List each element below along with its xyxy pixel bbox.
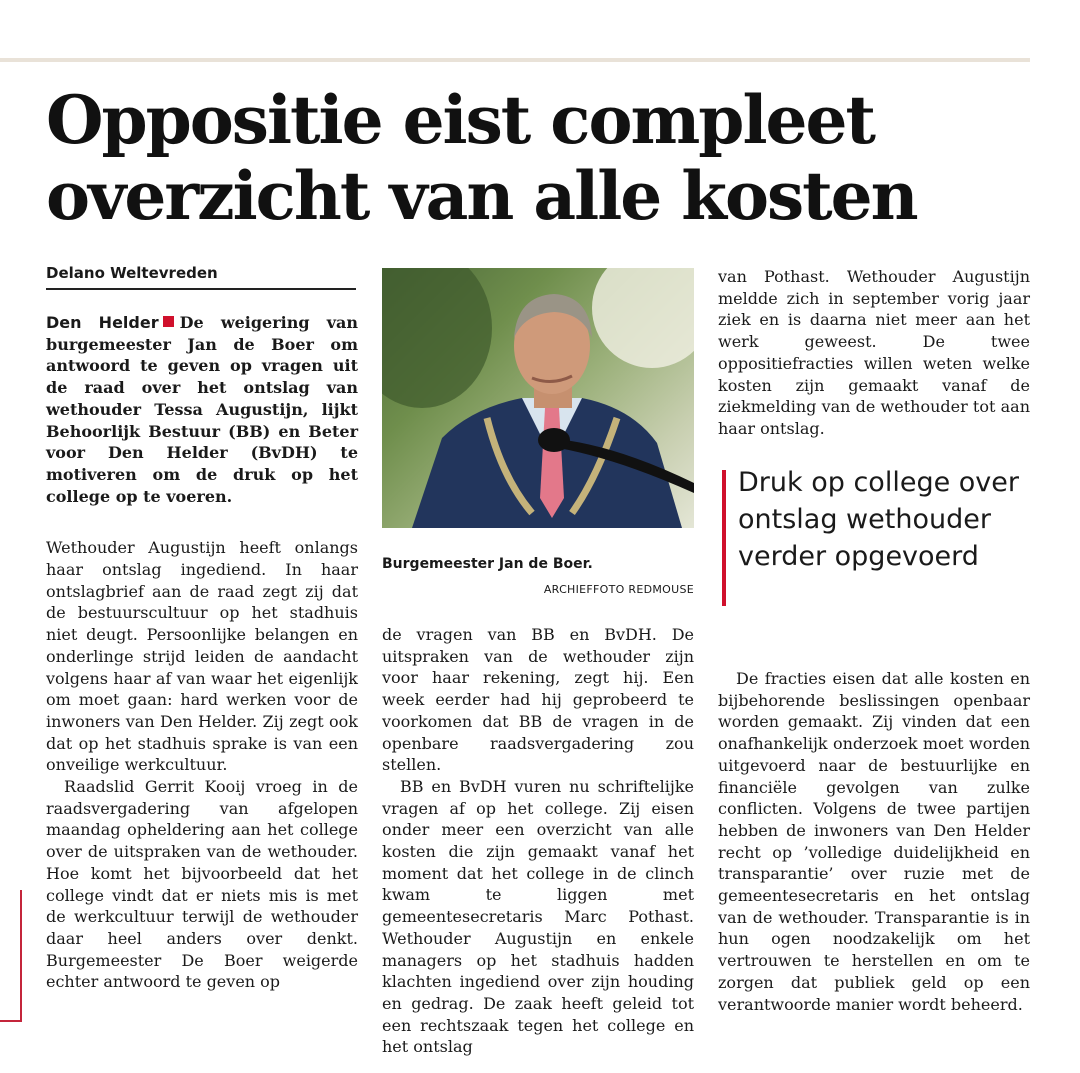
paragraph: van Pothast. Wethouder Augustijn meldde zich in september vorig jaar ziek en is daarna niet meer aan het werk geweest. De twee oppositiefracties willen weten welke kosten zijn gemaakt vanaf de ziekmelding van de wethouder tot aan haar ontslag. — [718, 267, 1030, 438]
pull-quote: Druk op college over ontslag wethouder verder opgevoerd — [738, 467, 1019, 572]
paragraph: de vragen van BB en BvDH. De uitspraken van de wethouder zijn voor haar rekening, zegt hij. Een week eerder had hij geprobeerd te voorkomen dat BB de vragen in de openbare raadsvergadering zou stellen. — [382, 625, 694, 775]
byline: Delano Weltevreden — [46, 264, 356, 290]
article-column-3-top — [718, 266, 1030, 440]
red-square-icon — [163, 316, 174, 327]
dateline: Den Helder — [46, 313, 159, 332]
headline: Oppositie eist compleet overzicht van alle kosten — [46, 81, 917, 235]
portrait-illustration — [382, 268, 694, 528]
paragraph: Wethouder Augustijn heeft onlangs haar ontslag ingediend. In haar ontslagbrief aan de raad zegt zij dat de bestuurscultuur op het stadhuis niet deugt. Persoonlijke belangen en onderlinge strijd leiden de aandacht volgens haar af van waar het eigenlijk om moet gaan: hard werken voor de inwoners van Den Helder. Zij zegt ook dat op het stadhuis sprake is van een onveilige werkcultuur. — [46, 538, 358, 775]
paragraph: De fracties eisen dat alle kosten en bijbehorende beslissingen openbaar worden gemaakt. Zij vinden dat een onafhankelijk onderzoek moet worden uitgevoerd naar de bestuurlijke en financiële gevolgen van zulke conflicten. Volgens de twee partijen hebben de inwoners van Den Helder recht op ’volledige duidelijkheid en transparantie’ over ruzie met de gemeentesecretaris en het ontslag van de wethouder. Transparantie is in hun ogen noodzakelijk om het vertrouwen te herstellen en om te zorgen dat publiek geld op een verantwoorde manier wordt beheerd. — [718, 669, 1030, 1014]
lead-paragraph — [46, 312, 358, 507]
side-mark — [0, 890, 22, 1022]
column-1-body — [46, 537, 358, 993]
pull-quote-bar — [722, 470, 726, 606]
photo-credit: ARCHIEFFOTO REDMOUSE — [543, 583, 694, 596]
paragraph: Raadslid Gerrit Kooij vroeg in de raadsvergadering van afgelopen maandag opheldering aan het college over de uitspraken van de wethouder. Hoe komt het bijvoorbeeld dat het college vindt dat er niets mis is met de werkcultuur terwijl de wethouder daar heel anders over denkt. Burgemeester De Boer weigerde echter antwoord te geven op — [46, 777, 358, 992]
top-rule — [0, 58, 1030, 62]
article-column-1 — [46, 312, 358, 993]
photo-burgemeester — [382, 268, 694, 528]
article-column-3-bottom — [718, 668, 1030, 1015]
lead-text: De weigering van burgemeester Jan de Boer om antwoord te geven op vragen uit de raad over het ontslag van wethouder Tessa Augustijn, lijkt Behoorlijk Bestuur (BB) en Beter voor Den Helder (BvDH) te motiveren om de druk op het college op te voeren. — [46, 313, 359, 506]
article-column-2 — [382, 624, 694, 1058]
paragraph: BB en BvDH vuren nu schriftelijke vragen af op het college. Zij eisen onder meer een overzicht van alle kosten die zijn gemaakt vanaf het moment dat het college in de clinch kwam te liggen met gemeentesecretaris Marc Pothast. Wethouder Augustijn en enkele managers op het stadhuis hadden klachten ingediend over zijn houding en gedrag. De zaak heeft geleid tot een rechtszaak tegen het college en het ontslag — [382, 776, 694, 1057]
photo-caption: Burgemeester Jan de Boer. — [382, 556, 593, 572]
